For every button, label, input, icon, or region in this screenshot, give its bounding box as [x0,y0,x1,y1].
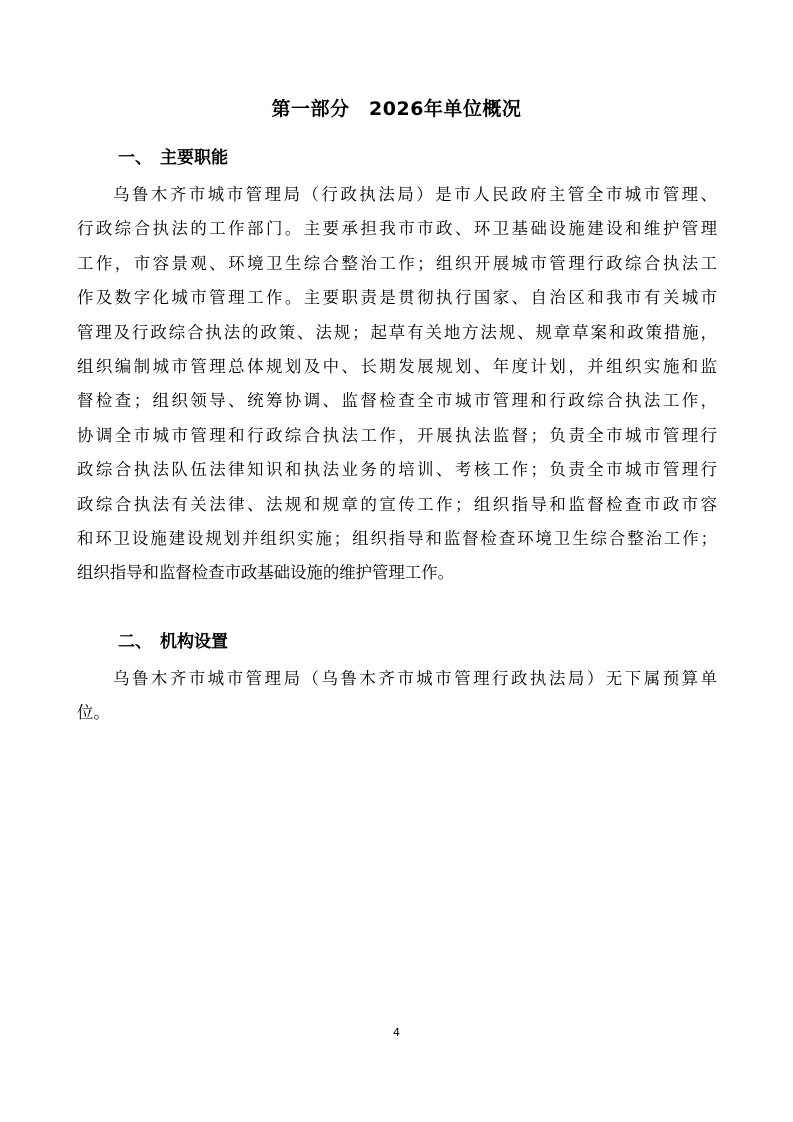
text-line: 组织指导和监督检查市政基础设施的维护管理工作。 [77,563,454,583]
text-line: 行政综合执法的工作部门。主要承担我市市政、环卫基础设施建设和维护管理 [77,219,717,239]
paragraph-organization [77,662,717,731]
text-line: 乌鲁木齐市城市管理局（行政执法局）是市人民政府主管全市城市管理、 [113,185,717,204]
text-line: 乌鲁木齐市城市管理局（乌鲁木齐市城市管理行政执法局）无下属预算单 [113,669,717,688]
section-number: 二、 [118,632,152,652]
text-line: 协调全市城市管理和行政综合执法工作，开展执法监督；负责全市城市管理行 [77,425,717,445]
section-heading-organization [118,628,228,656]
text-line: 位。 [77,703,110,723]
section-number: 一、 [118,148,152,168]
section-title: 机构设置 [160,632,228,652]
text-line: 工作，市容景观、环境卫生综合整治工作；组织开展城市管理行政综合执法工 [77,253,717,273]
text-line: 督检查；组织领导、统筹协调、监督检查全市城市管理和行政综合执法工作， [77,391,717,411]
text-line: 政综合执法有关法律、法规和规章的宣传工作；组织指导和监督检查市政市容 [77,494,717,514]
page-title: 第一部分 2026年单位概况 [271,98,522,120]
text-line: 作及数字化城市管理工作。主要职责是贯彻执行国家、自治区和我市有关城市 [77,288,717,308]
text-line: 管理及行政综合执法的政策、法规；起草有关地方法规、规章草案和政策措施， [77,322,717,342]
text-line: 和环卫设施建设规划并组织实施；组织指导和监督检查环境卫生综合整治工作； [77,528,717,548]
paragraph-main-functions [77,178,717,591]
text-line: 政综合执法队伍法律知识和执法业务的培训、考核工作；负责全市城市管理行 [77,460,717,480]
text-line: 组织编制城市管理总体规划及中、长期发展规划、年度计划，并组织实施和监 [77,356,717,376]
section-heading-main-functions [118,144,228,172]
page-number: 4 [393,1026,400,1039]
section-title: 主要职能 [160,148,228,168]
